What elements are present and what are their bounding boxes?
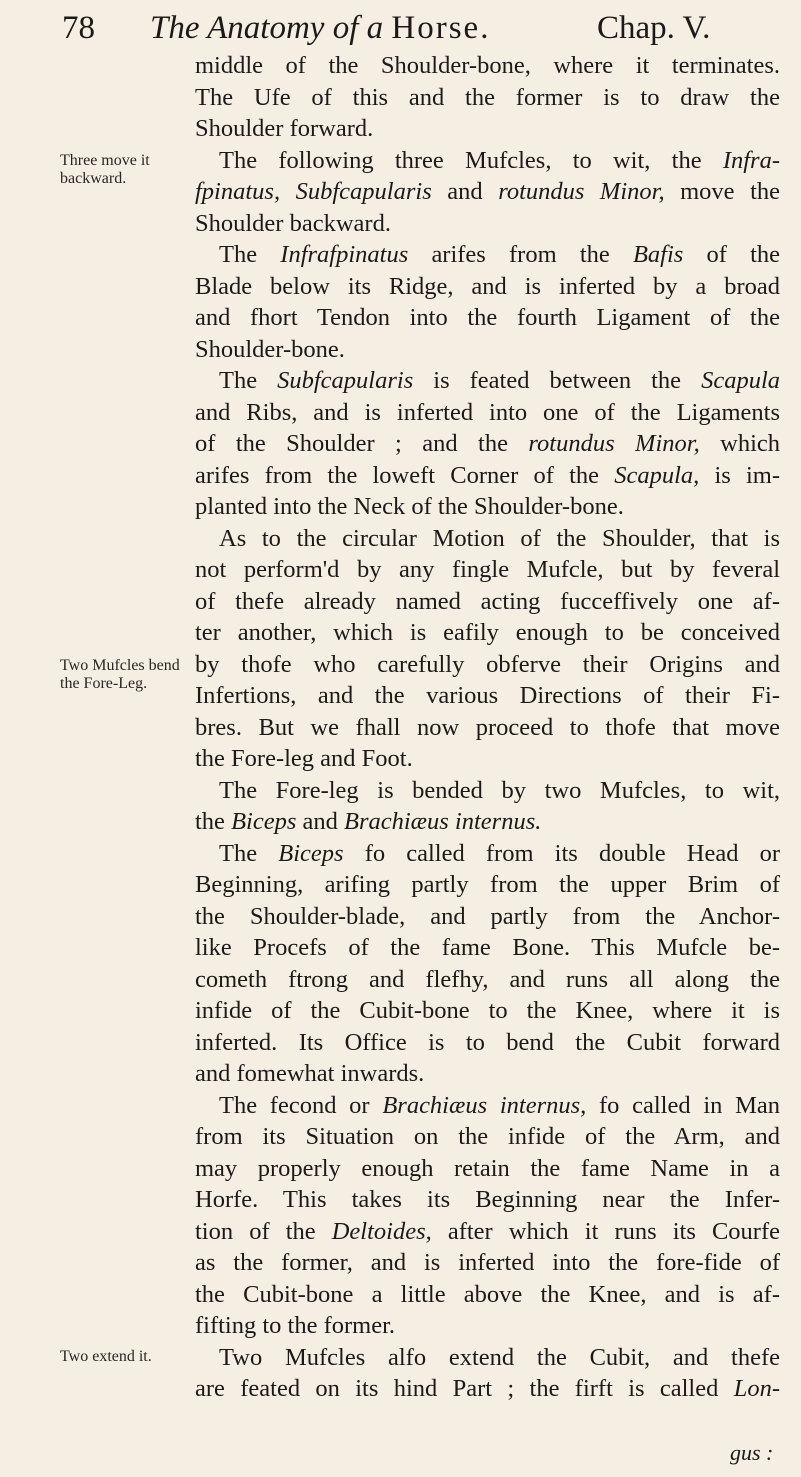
running-title [150,6,490,50]
text-line: infide of the Cubit-bone to the Knee, where it is [195,997,780,1024]
margin-note-move-backward: Three move it backward. [60,152,150,187]
text-line: the Shoulder-blade, and partly from the Anchor- [195,902,780,930]
text-line: Shoulder-bone. [195,335,345,363]
catchword: gus : [730,1440,774,1465]
text-line: cometh ftrong and flefhy, and runs all along the [195,965,780,993]
text-line: may properly enough retain the fame Name in a [195,1154,780,1182]
text-line: Two Mufcles alfo extend the Cubit, and thefe [219,1343,780,1371]
chapter-label: Chap. V. [597,10,711,46]
text-line: are feated on its hind Part ; the firft is called Lon- [195,1375,781,1402]
text-line: The following three Mufcles, to wit, the Infra- [219,146,781,174]
text-line: like Procefs of the fame Bone. This Mufcle be- [195,934,780,961]
text-line: tion of the Deltoides, after which it runs its Courfe [195,1217,780,1245]
body-text [195,50,780,1405]
text-line: planted into the Neck of the Shoulder-bone. [195,493,624,520]
text-line: inferted. Its Office is to bend the Cubit forward [195,1028,780,1056]
text-line: Horfe. This takes its Beginning near the Infer- [195,1186,780,1213]
text-line: The fecond or Brachiæus internus, fo called in Man [219,1091,781,1119]
text-line: middle of the Shoulder-bone, where it terminates. [195,52,780,79]
text-line: fpinatus, Subfcapularis and rotundus Minor, move the [195,178,781,205]
text-line: The Fore-leg is bended by two Mufcles, to wit, [219,776,780,804]
text-line: The Subfcapularis is feated between the Scapula [219,367,781,394]
text-line: Shoulder forward. [195,115,374,142]
text-line: as the former, and is inferted into the fore-fide of [195,1249,780,1276]
text-line: Shoulder backward. [195,209,391,237]
text-line: and Ribs, and is inferted into one of the Ligaments [195,398,780,426]
text-line: The Ufe of this and the former is to draw the [195,83,780,111]
text-line: The Infrafpinatus arifes from the Bafis of the [219,241,781,268]
text-line: and fhort Tendon into the fourth Ligament of the [195,304,780,331]
page-number: 78 [62,10,95,46]
margin-note-extend: Two extend it. [60,1348,152,1365]
text-line: the Biceps and Brachiæus internus. [195,808,542,835]
text-line: As to the circular Motion of the Shoulder, that is [219,524,780,552]
text-line: arifes from the loweft Corner of the Scapula, is im- [195,461,780,489]
text-line: Beginning, arifing partly from the upper Brim of [195,871,780,898]
text-line: Infertions, and the various Directions of their Fi- [195,682,780,709]
text-line: and fomewhat inwards. [195,1060,425,1087]
text-line: by thofe who carefully obferve their Origins and [195,650,780,678]
margin-note-bend-foreleg: Two Mufcles bend the Fore-Leg. [60,657,180,692]
text-line: the Cubit-bone a little above the Knee, and is af- [195,1280,780,1308]
text-line: fifting to the former. [195,1312,396,1339]
text-line: the Fore-leg and Foot. [195,745,413,772]
text-line: Blade below its Ridge, and is inferted by a broad [195,272,780,300]
text-line: bres. But we fhall now proceed to thofe that move [195,713,780,741]
text-line: of thefe already named acting fucceffively one af- [195,587,780,615]
text-line: of the Shoulder ; and the rotundus Minor, which [195,430,781,457]
running-subject: Horse. [391,10,491,46]
text-line: not perform'd by any fingle Mufcle, but by feveral [195,556,780,583]
running-header [62,6,782,50]
running-title-italic: The Anatomy of a [150,10,384,46]
text-line: from its Situation on the infide of the Arm, and [195,1123,780,1150]
text-line: ter another, which is eafily enough to be conceived [195,619,780,646]
text-line: The Biceps fo called from its double Head or [219,839,781,867]
